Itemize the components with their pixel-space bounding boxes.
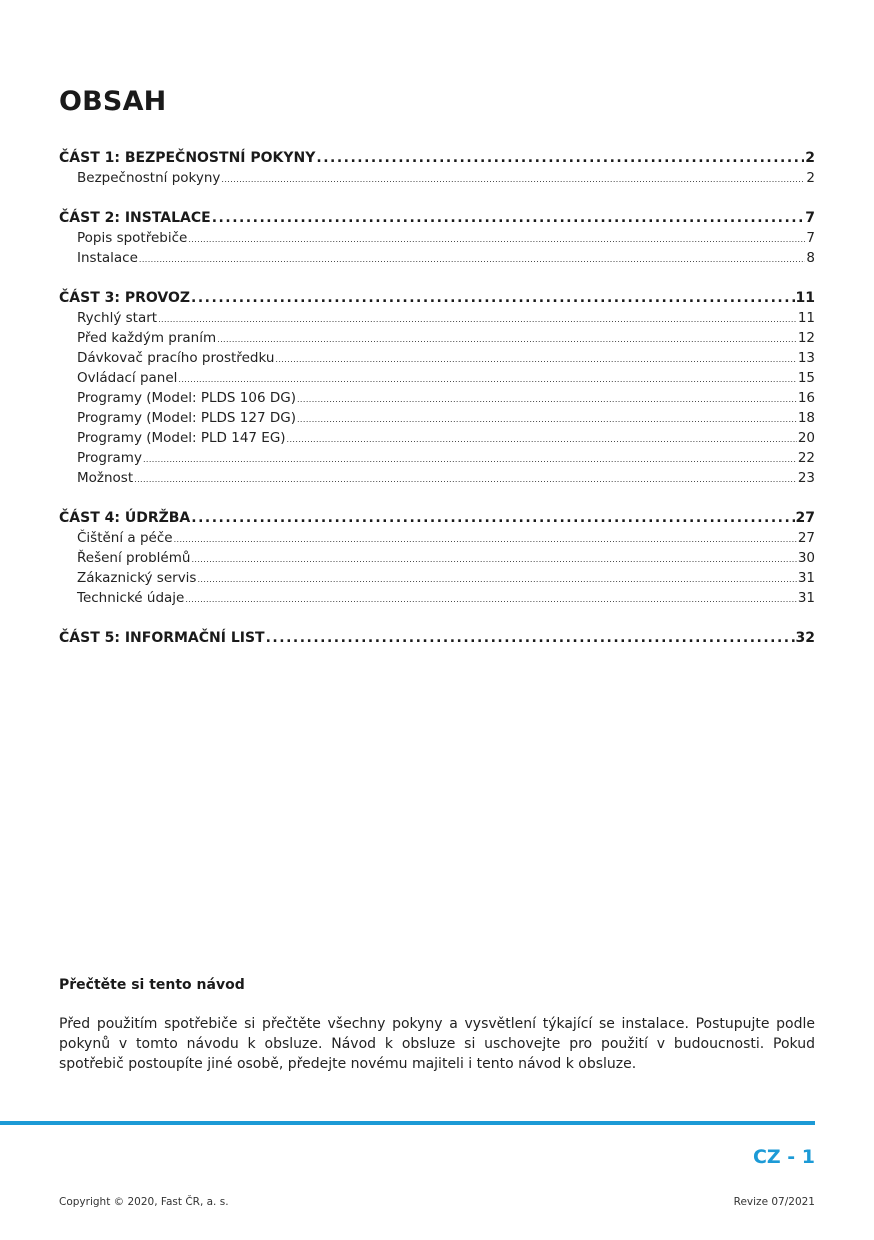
toc-subentry-page: 27 [797, 530, 815, 546]
dot-leader [266, 628, 795, 648]
toc-subentry[interactable] [59, 548, 815, 568]
toc-entry-page: 32 [795, 630, 815, 646]
toc-subentry[interactable] [59, 248, 815, 268]
dot-leader [188, 230, 805, 248]
toc-entry[interactable] [59, 628, 815, 648]
toc-entry[interactable] [59, 148, 815, 168]
footer-divider [0, 1121, 815, 1125]
toc-entry-label: ČÁST 5: INFORMAČNÍ LIST [59, 630, 265, 646]
toc-entry-page: 2 [805, 150, 815, 166]
toc-section-5 [59, 628, 815, 648]
toc-subentry[interactable] [59, 448, 815, 468]
toc-section-1 [59, 148, 815, 188]
dot-leader [191, 508, 794, 528]
dot-leader [143, 450, 797, 468]
notice-body: Před použitím spotřebiče si přečtěte všechny pokyny a vysvětlení týkající se instalace. Postupujte podle pokynů v tomto návodu k obsluze. Návod k obsluze si uschovejte pro použití v budoucnosti. Pokud spotřebič postoupíte jiné osobě, předejte novému majiteli i tento návod k obsluze. [59, 1016, 815, 1072]
dot-leader [158, 310, 797, 328]
toc-subentry-label: Ovládací panel [77, 370, 178, 386]
toc-subentry-page: 7 [806, 230, 815, 246]
toc-subentry-page: 23 [797, 470, 815, 486]
toc-subentry-label: Rychlý start [77, 310, 158, 326]
toc-subentry[interactable] [59, 388, 815, 408]
toc-subentry[interactable] [59, 588, 815, 608]
toc-subentry[interactable] [59, 348, 815, 368]
toc-subentry[interactable] [59, 468, 815, 488]
toc-subentry-page: 30 [797, 550, 815, 566]
toc-subentry-label: Programy (Model: PLDS 106 DG) [77, 390, 296, 406]
toc-subentry-label: Dávkovač pracího prostředku [77, 350, 275, 366]
toc-subentry-label: Technické údaje [77, 590, 185, 606]
toc-subentry-page: 20 [797, 430, 815, 446]
toc-subentry-page: 13 [797, 350, 815, 366]
table-of-contents [59, 148, 815, 668]
toc-entry-label: ČÁST 4: ÚDRŽBA [59, 510, 191, 526]
toc-subentry-label: Možnost [77, 470, 134, 486]
toc-subentry-page: 31 [797, 570, 815, 586]
dot-leader [221, 170, 805, 188]
dot-leader [178, 370, 796, 388]
dot-leader [297, 410, 797, 428]
dot-leader [275, 350, 796, 368]
toc-subentry-label: Instalace [77, 250, 138, 266]
toc-subentry-label: Programy (Model: PLD 147 EG) [77, 430, 286, 446]
toc-subentry[interactable] [59, 328, 815, 348]
dot-leader [139, 250, 806, 268]
dot-leader [217, 330, 797, 348]
toc-subentry-page: 15 [797, 370, 815, 386]
toc-subentry[interactable] [59, 308, 815, 328]
dot-leader [191, 550, 796, 568]
toc-subentry-label: Řešení problémů [77, 550, 191, 566]
toc-entry-page: 27 [795, 510, 815, 526]
toc-entry[interactable] [59, 288, 815, 308]
toc-subentry-page: 16 [797, 390, 815, 406]
toc-entry-label: ČÁST 2: INSTALACE [59, 210, 211, 226]
toc-subentry-page: 22 [797, 450, 815, 466]
toc-subentry-label: Programy [77, 450, 142, 466]
toc-entry-label: ČÁST 3: PROVOZ [59, 290, 191, 306]
toc-subentry-page: 18 [797, 410, 815, 426]
toc-subentry[interactable] [59, 228, 815, 248]
revision-text: Revize 07/2021 [733, 1196, 815, 1208]
dot-leader [174, 530, 797, 548]
dot-leader [297, 390, 797, 408]
dot-leader [185, 590, 796, 608]
toc-subentry-page: 12 [797, 330, 815, 346]
toc-subentry[interactable] [59, 528, 815, 548]
page-number: CZ - 1 [752, 1146, 815, 1168]
page-title: OBSAH [59, 86, 167, 117]
toc-entry[interactable] [59, 208, 815, 228]
toc-subentry-label: Zákaznický servis [77, 570, 197, 586]
toc-subentry[interactable] [59, 368, 815, 388]
toc-subentry[interactable] [59, 568, 815, 588]
toc-subentry[interactable] [59, 408, 815, 428]
toc-subentry-page: 31 [797, 590, 815, 606]
toc-section-4 [59, 508, 815, 608]
toc-entry-page: 11 [795, 290, 815, 306]
toc-subentry-label: Bezpečnostní pokyny [77, 170, 221, 186]
notice-heading: Přečtěte si tento návod [59, 977, 245, 993]
toc-subentry-page: 8 [806, 250, 815, 266]
toc-entry-page: 7 [805, 210, 815, 226]
dot-leader [134, 470, 797, 488]
toc-subentry-label: Popis spotřebiče [77, 230, 188, 246]
dot-leader [191, 288, 794, 308]
dot-leader [212, 208, 805, 228]
toc-subentry-label: Před každým praním [77, 330, 217, 346]
toc-section-3 [59, 288, 815, 488]
toc-section-2 [59, 208, 815, 268]
toc-subentry-page: 2 [806, 170, 815, 186]
toc-subentry[interactable] [59, 168, 815, 188]
dot-leader [287, 430, 797, 448]
toc-subentry[interactable] [59, 428, 815, 448]
toc-subentry-label: Čištění a péče [77, 530, 173, 546]
toc-subentry-label: Programy (Model: PLDS 127 DG) [77, 410, 296, 426]
toc-entry-label: ČÁST 1: BEZPEČNOSTNÍ POKYNY [59, 150, 316, 166]
dot-leader [197, 570, 796, 588]
copyright-text: Copyright © 2020, Fast ČR, a. s. [59, 1196, 229, 1208]
read-manual-notice [59, 974, 815, 1074]
toc-entry[interactable] [59, 508, 815, 528]
dot-leader [316, 148, 804, 168]
toc-subentry-page: 11 [797, 310, 815, 326]
